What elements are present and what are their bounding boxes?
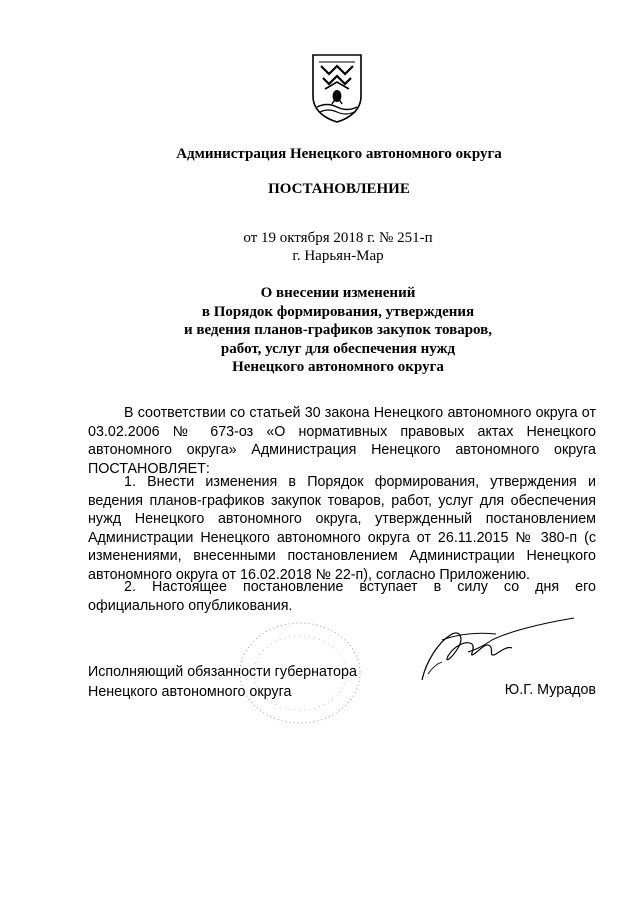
organization-heading: Администрация Ненецкого автономного округа xyxy=(176,146,502,162)
document-city: г. Нарьян-Мар xyxy=(292,248,384,264)
title-line: в Порядок формирования, утверждения xyxy=(201,303,475,320)
coat-of-arms-icon xyxy=(310,52,364,124)
body-paragraph-item-1: 1. Внести изменения в Порядок формирования, утверждения и ведения планов-графиков закупок товаров, работ, услуг для обеспечения нужд Ненецкого автономного округа, утвержденный постановлением Администрации Ненецкого автономного округа от 26.11.2015 № 380-п (с изменениями, внесенными постановлением Администрации Ненецкого автономного округа от 16.02.2018 № 22-п), согласно Приложению. xyxy=(88,474,596,583)
title-line: Ненецкого автономного округа xyxy=(232,359,444,375)
document-title xyxy=(18,284,640,377)
signatory-position-line: Ненецкого автономного округа xyxy=(88,684,292,700)
title-line: и ведения планов-графиков закупок товаров, xyxy=(183,322,493,338)
signatory-name: Ю.Г. Мурадов xyxy=(504,682,596,698)
document-type-heading: ПОСТАНОВЛЕНИЕ xyxy=(268,181,410,197)
handwritten-signature xyxy=(408,610,578,690)
body-paragraph-preamble: В соответствии со статьей 30 закона Ненецкого автономного округа от 03.02.2006 № 673-оз «О нормативных правовых актах Ненецкого автономного округа» Администрация Ненецкого автономного округа ПОСТАНОВЛЯЕТ: xyxy=(88,405,596,477)
title-line: О внесении изменений xyxy=(260,285,416,301)
signatory-position xyxy=(88,662,357,702)
title-line: работ, услуг для обеспечения нужд xyxy=(220,340,456,357)
signatory-position-line: Исполняющий обязанности губернатора xyxy=(88,664,357,680)
body-paragraph-item-2: 2. Настоящее постановление вступает в силу со дня его официального опубликования. xyxy=(88,579,596,614)
document-date-number: от 19 октября 2018 г. № 251-п xyxy=(243,230,433,246)
